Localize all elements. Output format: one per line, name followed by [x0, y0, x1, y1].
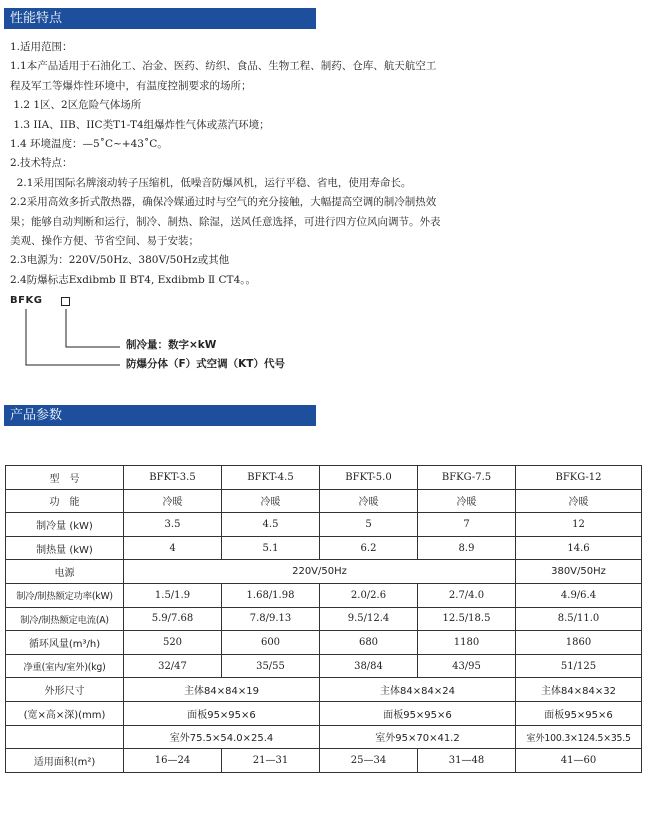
table-cell: 功 能: [6, 489, 124, 513]
table-cell: 2.0/2.6: [320, 583, 418, 607]
table-cell: 14.6: [516, 536, 642, 560]
model-code-diagram: [10, 295, 350, 385]
table-cell: 25—34: [320, 749, 418, 773]
table-cell: 冷暖: [516, 489, 642, 513]
table-cell: 循环风量(m³/h): [6, 631, 124, 655]
table-cell: 冷暖: [222, 489, 320, 513]
table-cell: 电源: [6, 560, 124, 584]
table-row: [6, 678, 642, 702]
feature-line: 美观、操作方便、节省空间、易于安装；: [10, 235, 199, 248]
table-cell: 4.9/6.4: [516, 583, 642, 607]
table-cell: 室外100.3×124.5×35.5: [516, 725, 642, 749]
table-cell: 9.5/12.4: [320, 607, 418, 631]
table-cell: 31—48: [418, 749, 516, 773]
cooling-capacity-label: 制冷量：数字×kW: [126, 339, 217, 351]
table-cell: 600: [222, 631, 320, 655]
table-cell: 6.2: [320, 536, 418, 560]
table-cell: 8.5/11.0: [516, 607, 642, 631]
table-cell: 5: [320, 513, 418, 537]
table-cell: 38/84: [320, 654, 418, 678]
type-code-label: 防爆分体（F）式空调（KT）代号: [126, 358, 285, 370]
table-row: [6, 631, 642, 655]
table-cell: 8.9: [418, 536, 516, 560]
table-cell: [6, 725, 124, 749]
table-cell: 7: [418, 513, 516, 537]
table-cell: 冷暖: [124, 489, 222, 513]
features-text: [10, 38, 640, 290]
feature-line: 程及军工等爆炸性环境中，有温度控制要求的场所；: [10, 79, 252, 92]
table-cell: 1.68/1.98: [222, 583, 320, 607]
table-row: [6, 725, 642, 749]
table-header-cell: BFKT-5.0: [320, 466, 418, 490]
table-cell: 1860: [516, 631, 642, 655]
table-cell: 520: [124, 631, 222, 655]
params-table: [5, 465, 642, 773]
table-row: [6, 583, 642, 607]
model-code-prefix: BFKG: [10, 295, 43, 306]
table-cell: 主体84×84×24: [320, 678, 516, 702]
section-title-features: 性能特点: [4, 8, 316, 29]
table-header-cell: BFKT-3.5: [124, 466, 222, 490]
table-cell: 5.1: [222, 536, 320, 560]
feature-line: 1.1本产品适用于石油化工、冶金、医药、纺织、食品、生物工程、制药、仓库、航天航空工: [10, 60, 437, 73]
table-cell: 冷暖: [320, 489, 418, 513]
table-cell: 制冷/制热额定电流(A): [6, 607, 124, 631]
table-header-cell: 型 号: [6, 466, 124, 490]
table-cell: 12: [516, 513, 642, 537]
table-cell: 680: [320, 631, 418, 655]
table-cell: 冷暖: [418, 489, 516, 513]
table-row: [6, 654, 642, 678]
feature-line: 1.适用范围：: [10, 41, 73, 53]
table-header-cell: BFKG-7.5: [418, 466, 516, 490]
table-cell: 3.5: [124, 513, 222, 537]
feature-line: 1.2 1区、2区危险气体场所: [10, 99, 142, 112]
table-cell: 外形尺寸: [6, 678, 124, 702]
table-cell: 4.5: [222, 513, 320, 537]
table-cell: 室外75.5×54.0×25.4: [124, 725, 320, 749]
table-row: [6, 489, 642, 513]
table-cell: 380V/50Hz: [516, 560, 642, 584]
table-cell: 1180: [418, 631, 516, 655]
table-cell: 41—60: [516, 749, 642, 773]
feature-line: 2.1采用国际名牌滚动转子压缩机，低噪音防爆风机，运行平稳、省电，使用寿命长。: [10, 176, 412, 189]
table-cell: 21—31: [222, 749, 320, 773]
feature-line: 2.4防爆标志Exdibmb Ⅱ BT4, Exdibmb Ⅱ CT4。。: [10, 273, 256, 286]
table-cell: 16—24: [124, 749, 222, 773]
model-code-placeholder-box: [61, 297, 70, 306]
table-cell: 面板95×95×6: [516, 701, 642, 725]
feature-line: 果；能够自动判断和运行，制冷、制热、除湿，送风任意选择，可进行四方位风向调节。外表: [10, 215, 441, 228]
table-header-cell: BFKT-4.5: [222, 466, 320, 490]
table-cell: 32/47: [124, 654, 222, 678]
table-cell: 适用面积(m²): [6, 749, 124, 773]
table-cell: 面板95×95×6: [124, 701, 320, 725]
table-cell: 1.5/1.9: [124, 583, 222, 607]
table-row: [6, 466, 642, 490]
table-cell: 主体84×84×19: [124, 678, 320, 702]
table-row: [6, 749, 642, 773]
table-cell: 制冷量 (kW): [6, 513, 124, 537]
table-row: [6, 607, 642, 631]
table-cell: 7.8/9.13: [222, 607, 320, 631]
feature-line: 2.2采用高效多折式散热器，确保冷媒通过时与空气的充分接触，大幅提高空调的制冷制热效: [10, 196, 437, 209]
feature-line: 2.3电源为：220V/50Hz、380V/50Hz或其他: [10, 254, 230, 267]
table-cell: 51/125: [516, 654, 642, 678]
table-cell: 220V/50Hz: [124, 560, 516, 584]
table-cell: 4: [124, 536, 222, 560]
feature-line: 1.3 IIA、IIB、IIC类T1-T4组爆炸性气体或蒸汽环境；: [10, 118, 270, 131]
table-cell: 主体84×84×32: [516, 678, 642, 702]
table-cell: 2.7/4.0: [418, 583, 516, 607]
table-row: [6, 701, 642, 725]
table-row: [6, 513, 642, 537]
table-cell: 35/55: [222, 654, 320, 678]
table-cell: 面板95×95×6: [320, 701, 516, 725]
section-title-params: 产品参数: [4, 405, 316, 426]
table-row: [6, 536, 642, 560]
table-cell: 净重(室内/室外)(kg): [6, 654, 124, 678]
table-cell: 制冷/制热额定功率(kW): [6, 583, 124, 607]
table-header-cell: BFKG-12: [516, 466, 642, 490]
table-row: [6, 560, 642, 584]
feature-line: 2.技术特点：: [10, 157, 73, 170]
table-cell: (宽×高×深)(mm): [6, 701, 124, 725]
table-cell: 制热量 (kW): [6, 536, 124, 560]
table-cell: 5.9/7.68: [124, 607, 222, 631]
feature-line: 1.4 环境温度：—5˚C~+43˚C。: [10, 138, 168, 151]
table-cell: 室外95×70×41.2: [320, 725, 516, 749]
table-cell: 43/95: [418, 654, 516, 678]
table-cell: 12.5/18.5: [418, 607, 516, 631]
